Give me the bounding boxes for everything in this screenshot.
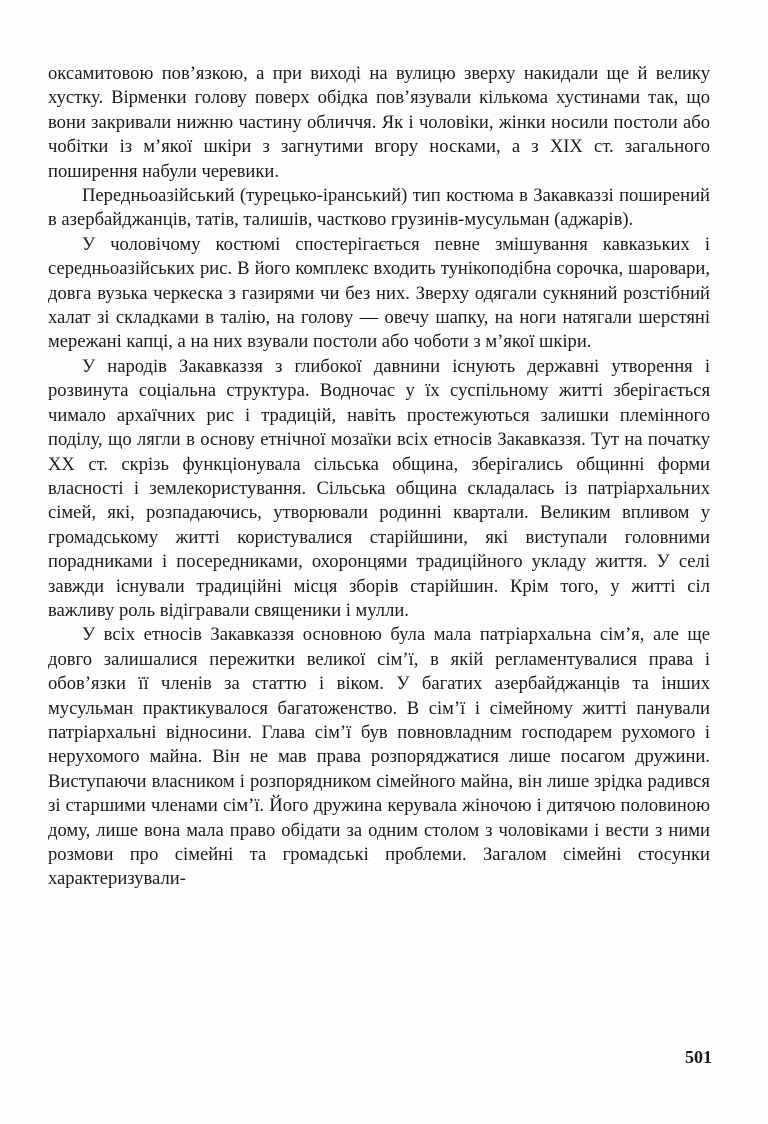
- paragraph-mens-costume: У чоловічому костюмі спостерігається певне змішування кавказьких і середньоазійських рис. В його комплекс входить тунікоподібна сорочка, шаровари, довга вузька черкеска з газирями чи без них. Зверху одягали сукняний розстібний халат зі складками в талію, на голову — овечу шапку, на ноги натягали шерстяні мережані капці, а на них взували постоли або чоботи з м’якої шкіри.: [48, 233, 710, 353]
- paragraph-continuation: оксамитовою пов’язкою, а при виході на вулицю зверху накидали ще й велику хустку. Вірменки голову поверх обідка пов’язували кількома хустинами так, що вони закривали нижню частину обличчя. Як і чоловіки, жінки носили постоли або чобітки із м’якої шкіри з загнутими вгору носками, а з XIX ст. загального поширення набули черевики.: [48, 63, 710, 182]
- paragraph-social-structure: У народів Закавказзя з глибокої давнини існують державні утворення і розвинута соціальна структура. Водночас у їх суспільному житті зберігається чимало архаїчних рис і традицій, навіть простежуються залишки племінного поділу, що лягли в основу етнічної мозаїки всіх етносів Закавказзя. Тут на початку XX ст. скрізь функціонувала сільська община, зберігались общинні форми власності і землекористування. Сільська община складалась із патріархальних сімей, які, розпадаючись, утворювали родинні квартали. Великим впливом у громадському житті користувалися старійшини, які виступали головними порадниками і посередниками, охоронцями традиційного укладу життя. У селі завжди існували традиційні місця зборів старійшин. Крім того, у житті сіл важливу роль відігравали священики і мулли.: [48, 355, 710, 621]
- body-text: [48, 62, 710, 892]
- paragraph-costume-type: Передньоазійський (турецько-іранський) тип костюма в Закавказзі поширений в азербайджанців, татів, талишів, частково грузинів-мусульман (аджарів).: [48, 185, 710, 231]
- page-number: 501: [685, 1047, 712, 1067]
- paragraph-family: У всіх етносів Закавказзя основною була мала патріархальна сім’я, але ще довго залишалися пережитки великої сім’ї, в якій регламентувалися права і обов’язки її членів за статтю і віком. У багатих азербайджанців та інших мусульман практикувалося багатоженство. В сім’ї і сімейному житті панували патріархальні відносини. Глава сім’ї був повновладним господарем рухомого і нерухомого майна. Він не мав права розпоряджатися лише посагом дружини. Виступаючи власником і розпорядником сімейного майна, він лише зрідка радився зі старшими членами сім’ї. Його дружина керувала жіночою і дитячою половиною дому, лише вона мала право обідати за одним столом з чоловіками і вести з ними розмови про сімейні та громадські проблеми. Загалом сімейні стосунки характеризували-: [48, 624, 710, 890]
